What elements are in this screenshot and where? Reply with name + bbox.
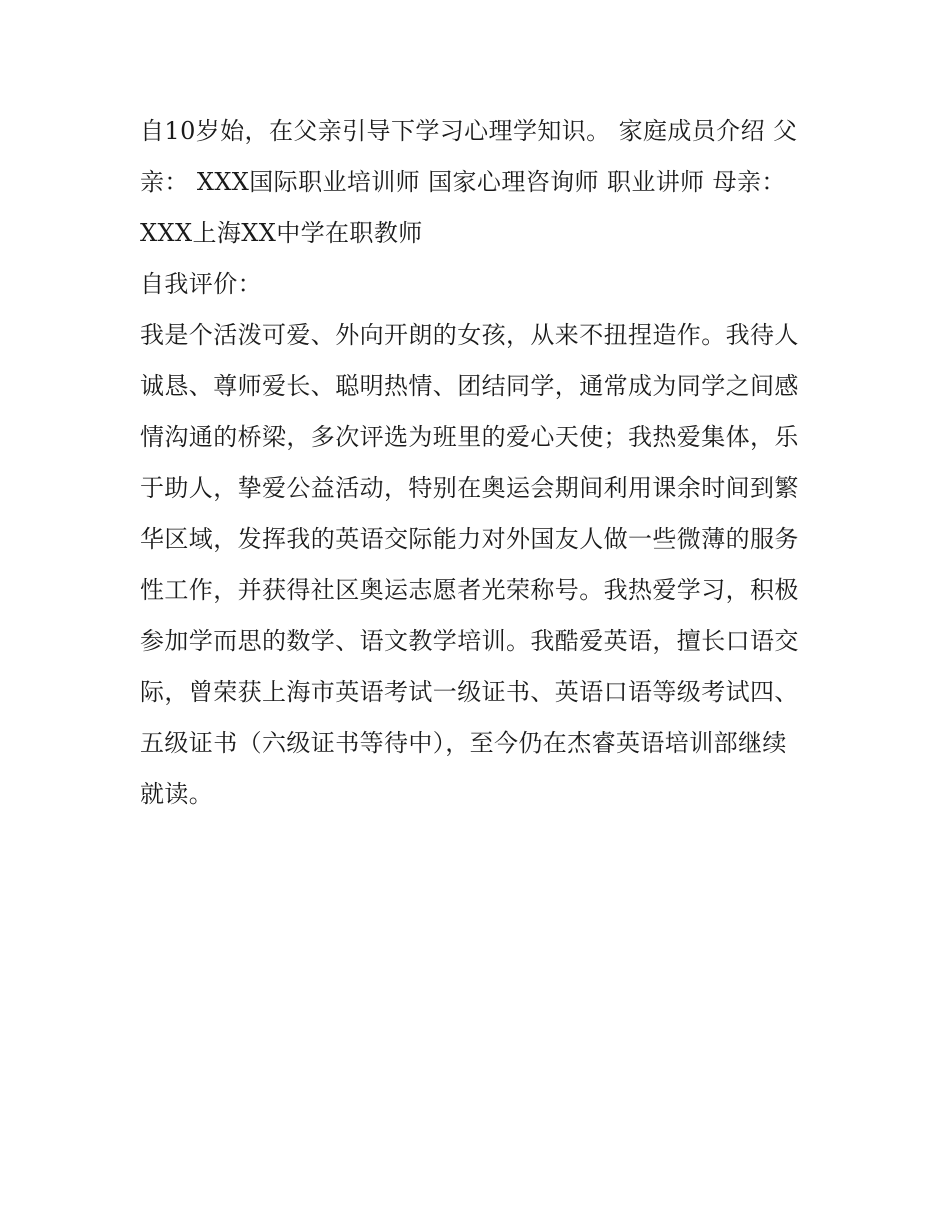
text-line: 情沟通的桥梁，多次评选为班里的爱心天使；我热爱集体，乐 — [140, 423, 799, 451]
text-line: 于助人，挚爱公益活动，特别在奥运会期间利用课余时间到繁 — [140, 474, 799, 502]
text-line: 参加学而思的数学、语文教学培训。我酷爱英语，擅长口语交 — [140, 627, 799, 655]
text-line-family-intro: 自10岁始，在父亲引导下学习心理学知识。 家庭成员介绍 父 — [140, 117, 798, 145]
text-line: 就读。 — [140, 780, 214, 808]
text-line: 性工作，并获得社区奥运志愿者光荣称号。我热爱学习，积极 — [140, 576, 799, 604]
body-text — [140, 106, 815, 820]
text-line-father: 亲： XXX国际职业培训师 国家心理咨询师 职业讲师 母亲： — [140, 168, 786, 196]
text-line: 我是个活泼可爱、外向开朗的女孩，从来不扭捏造作。我待人 — [140, 321, 799, 349]
text-line-mother: XXX上海XX中学在职教师 — [140, 219, 423, 247]
section-heading-self-evaluation: 自我评价： — [140, 270, 262, 298]
text-line: 华区域，发挥我的英语交际能力对外国友人做一些微薄的服务 — [140, 525, 799, 553]
text-line: 际，曾荣获上海市英语考试一级证书、英语口语等级考试四、 — [140, 678, 799, 706]
text-line: 诚恳、尊师爱长、聪明热情、团结同学，通常成为同学之间感 — [140, 372, 799, 400]
text-line: 五级证书（六级证书等待中），至今仍在杰睿英语培训部继续 — [140, 729, 787, 757]
